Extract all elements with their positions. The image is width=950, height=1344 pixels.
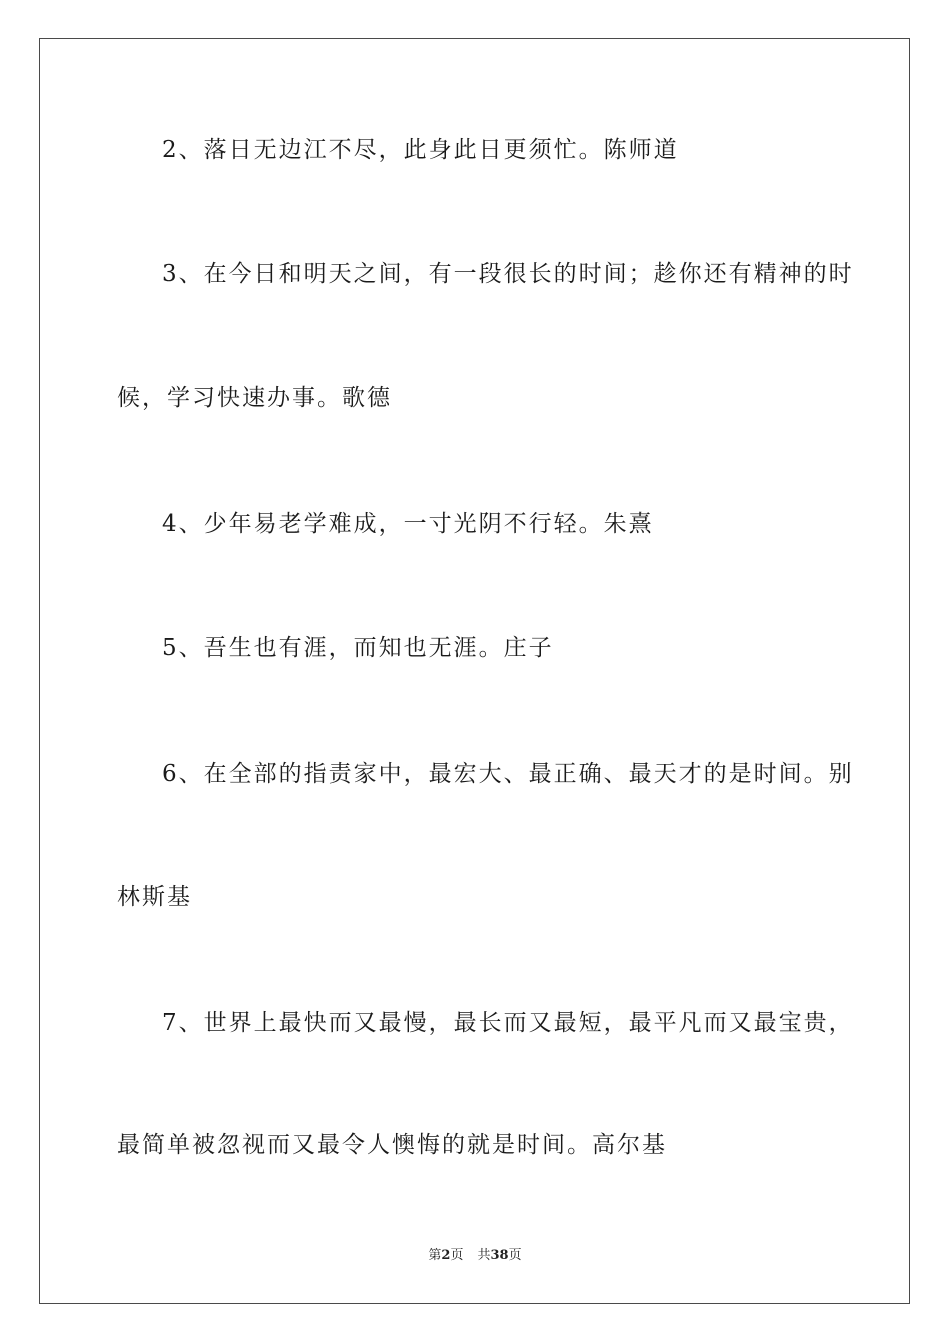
footer-page-number: 2 (441, 1248, 451, 1263)
quote-line-7: 7、世界上最快而又最慢，最长而又最短，最平凡而又最宝贵， (162, 1010, 854, 1036)
quote-line-6: 6、在全部的指责家中，最宏大、最正确、最天才的是时间。别 (162, 761, 854, 787)
page-footer (0, 1248, 950, 1264)
page-border (39, 38, 910, 1304)
quote-line-4: 4、少年易老学难成，一寸光阴不行轻。朱熹 (162, 511, 654, 537)
footer-total-pages: 38 (490, 1248, 509, 1263)
quote-line-6-continued: 林斯基 (117, 884, 192, 910)
quote-line-3: 3、在今日和明天之间，有一段很长的时间；趁你还有精神的时 (162, 261, 854, 287)
quote-line-2: 2、落日无边江不尽，此身此日更须忙。陈师道 (162, 137, 679, 163)
footer-page-suffix: 页 (450, 1248, 464, 1263)
quote-line-3-continued: 候，学习快速办事。歌德 (117, 385, 392, 411)
footer-page-prefix: 第 (428, 1248, 442, 1263)
quote-line-5: 5、吾生也有涯，而知也无涯。庄子 (162, 635, 554, 661)
quote-line-7-continued: 最简单被忽视而又最令人懊悔的就是时间。高尔基 (117, 1132, 667, 1158)
footer-total-prefix: 共 (477, 1248, 491, 1263)
footer-total-suffix: 页 (508, 1248, 522, 1263)
